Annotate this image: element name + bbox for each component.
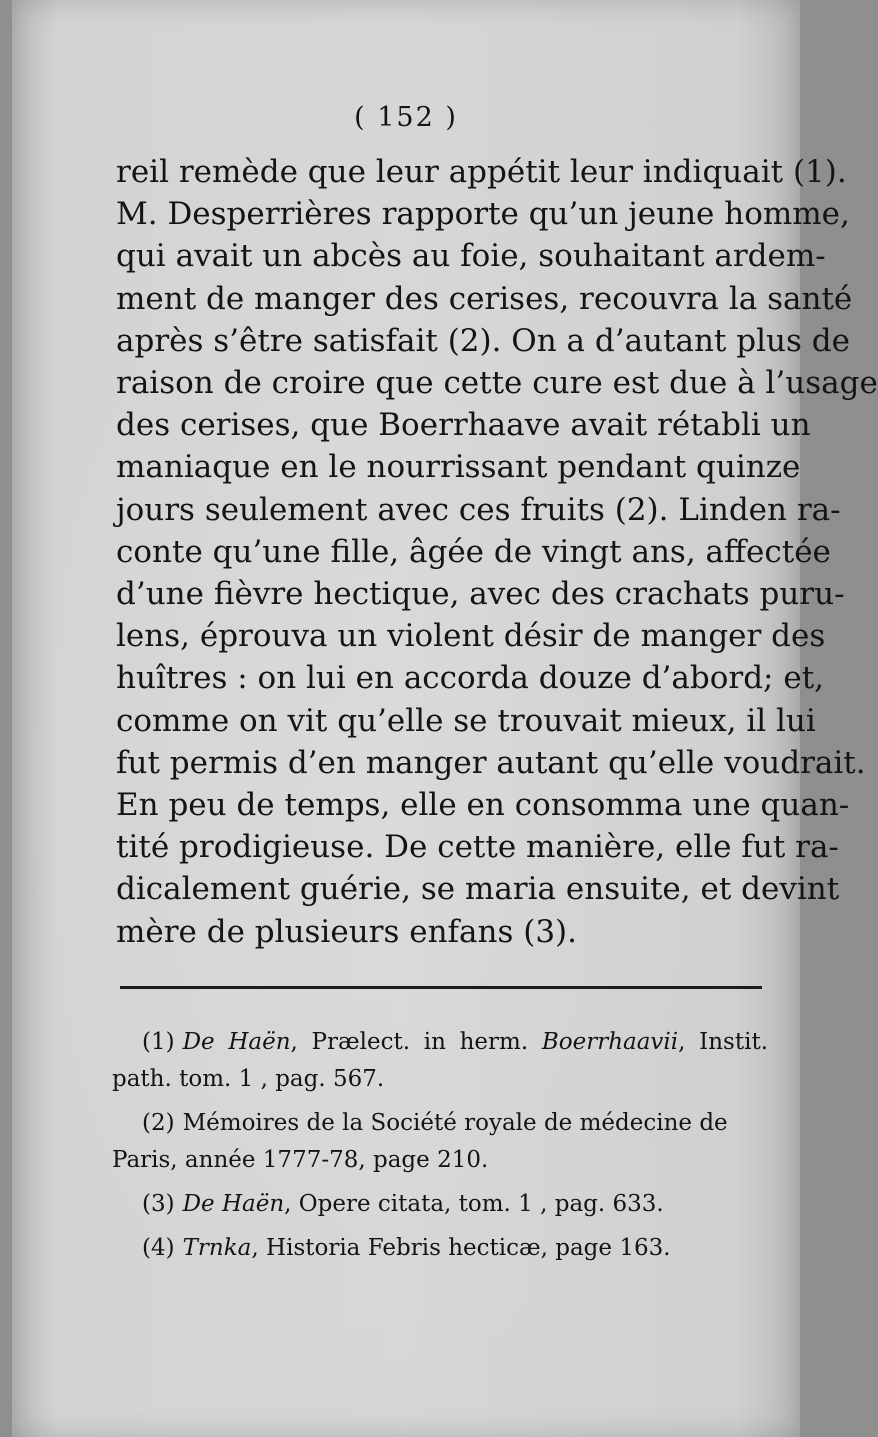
footnote-1-line-2: path. tom. 1 , pag. 567. [112,1066,385,1092]
text-line: huîtres : on lui en accorda douze d’abord; et, [116,660,825,697]
text-line: mère de plusieurs enfans (3). [116,913,578,950]
footnote-3-author: De Haën [182,1191,285,1217]
text-line: après s’être satisfait (2). On a d’autant plus de [116,322,850,359]
footnote-1-mark: (1) [142,1029,175,1055]
footnote-1-author: De Haën [182,1029,291,1055]
footnote-3 [112,1186,768,1223]
text-line: jours seulement avec ces fruits (2). Linden ra- [116,491,841,528]
footnote-4-line-1 [112,1230,768,1267]
footnote-1-line-1 [112,1024,768,1061]
footnote-4-mark: (4) [142,1235,175,1261]
text-line: reil remède que leur appétit leur indiquait (1). [116,154,847,190]
footnote-4-text: , Historia Febris hecticæ, page 163. [251,1235,671,1261]
footnote-separator-rule [120,986,762,989]
footnote-1-work: Boerrhaavii [541,1029,679,1055]
body-text [116,151,878,953]
footnote-4 [112,1230,768,1267]
footnotes [112,1024,768,1274]
text-line: fut permis d’en manger autant qu’elle voudrait. [116,744,866,781]
text-line: maniaque en le nourrissant pendant quinze [116,449,801,486]
book-page [12,0,878,1437]
text-line: d’une fièvre hectique, avec des crachats puru- [116,576,845,613]
footnote-3-line-1 [112,1186,768,1223]
footnote-4-author: Trnka [182,1235,252,1261]
text-line: dicalement guérie, se maria ensuite, et devint [116,871,840,908]
text-line: conte qu’une fille, âgée de vingt ans, affectée [116,533,831,570]
text-line: comme on vit qu’elle se trouvait mieux, il lui [116,702,816,739]
text-line: M. Desperrières rapporte qu’un jeune homme, [116,196,850,233]
footnote-1-text-a: , Prælect. in herm. [290,1029,529,1055]
text-line: ment de manger des cerises, recouvra la santé [116,280,853,317]
footnote-2-line-2: Paris, année 1777-78, page 210. [112,1147,489,1173]
footnote-3-text: , Opere citata, tom. 1 , pag. 633. [284,1191,664,1217]
footnote-1-text-b: , Instit. [678,1029,768,1055]
text-line: raison de croire que cette cure est due à l’usage [116,365,878,402]
text-line: En peu de temps, elle en consomma une quan- [116,787,850,824]
page-number: ( 152 ) [354,102,458,133]
footnote-2-text: Mémoires de la Société royale de médecine de [182,1110,728,1136]
footnote-2-line-1 [112,1105,768,1142]
footnote-2-mark: (2) [142,1110,175,1136]
text-line: tité prodigieuse. De cette manière, elle fut ra- [116,829,839,866]
text-line: lens, éprouva un violent désir de manger des [116,618,826,655]
text-line: qui avait un abcès au foie, souhaitant ardem- [116,238,826,275]
footnote-2 [112,1105,768,1179]
text-line: des cerises, que Boerrhaave avait rétabli un [116,407,811,444]
footnote-3-mark: (3) [142,1191,175,1217]
footnote-1 [112,1024,768,1098]
